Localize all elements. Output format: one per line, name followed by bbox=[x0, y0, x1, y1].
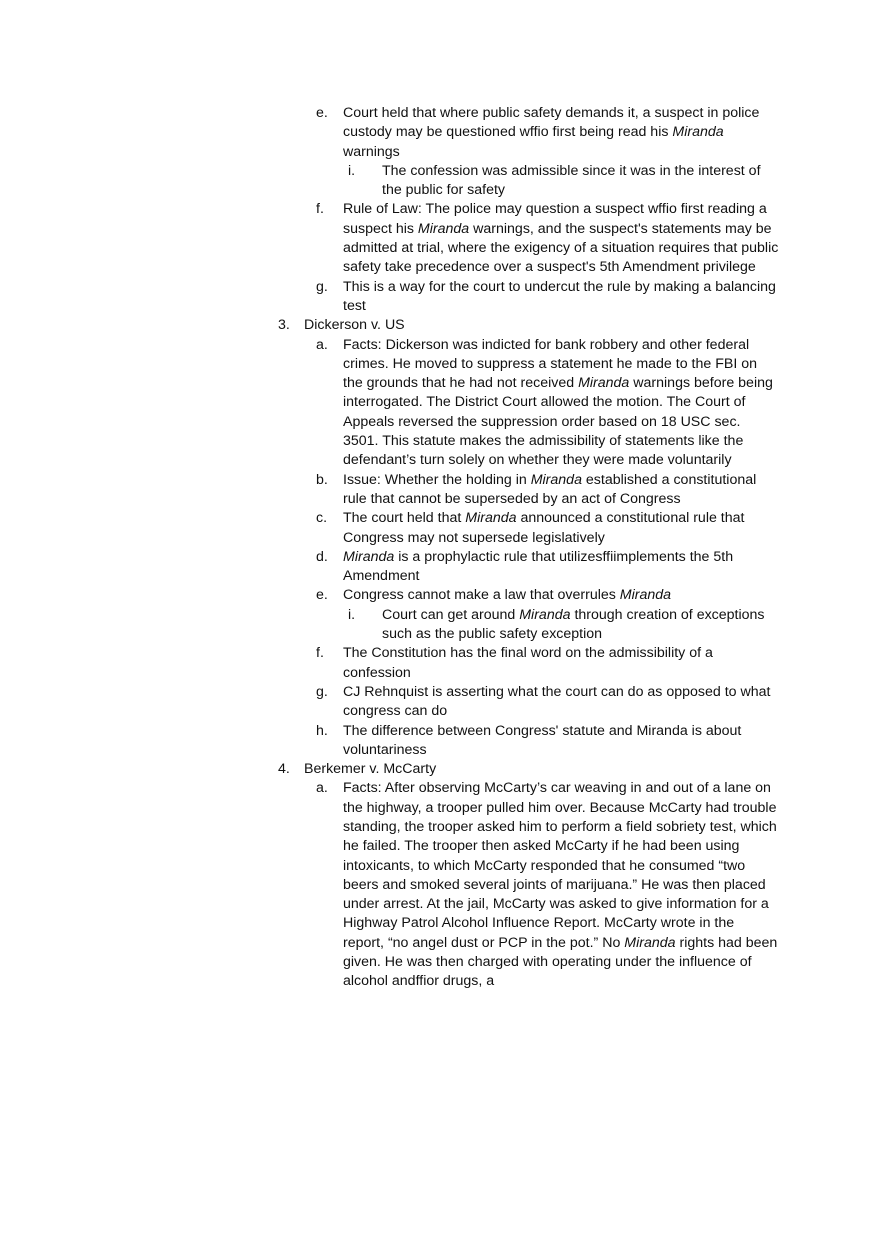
text-run: The court held that bbox=[343, 510, 466, 527]
text-run: Rule of Law: The police may question a suspect wffio first reading a suspect his bbox=[343, 201, 767, 237]
text-run: The confession was admissible since it was in the interest of the public for safety bbox=[382, 162, 761, 199]
text-run: established a constitutional rule that cannot be superseded by an act of Congress bbox=[343, 471, 757, 507]
outline-list bbox=[0, 104, 880, 992]
list-marker: 3. bbox=[278, 317, 290, 334]
list-item-level-2 bbox=[316, 586, 779, 605]
list-item-level-1 bbox=[278, 760, 779, 779]
list-item-level-2 bbox=[316, 548, 779, 587]
list-item-level-3 bbox=[348, 606, 779, 645]
list-item-level-2 bbox=[316, 509, 779, 548]
list-item-text bbox=[343, 201, 778, 275]
case-name-italic: Miranda bbox=[624, 934, 676, 951]
list-item-level-2 bbox=[316, 722, 779, 761]
list-item-text bbox=[304, 317, 405, 333]
case-name-italic: Miranda bbox=[519, 606, 571, 623]
text-run: The difference between Congress' statute and Miranda is about voluntariness bbox=[343, 722, 742, 758]
list-marker: i. bbox=[348, 606, 356, 623]
list-item-text bbox=[343, 472, 756, 507]
text-run: is a prophylactic rule that utilizesffiimplements the 5th Amendment bbox=[343, 548, 734, 585]
list-item-level-2 bbox=[316, 104, 779, 162]
text-run: Court can get around bbox=[382, 606, 520, 623]
list-item-level-2 bbox=[316, 278, 779, 317]
list-item-text bbox=[343, 780, 777, 989]
text-run: Congress cannot make a law that overrules bbox=[343, 587, 620, 604]
list-marker: 4. bbox=[278, 761, 290, 778]
text-run: warnings, and the suspect's statements may be admitted at trial, where the exigency of a situation requires that public safety take precedence over a suspect's 5th Amendment privilege bbox=[343, 220, 779, 276]
list-marker: g. bbox=[316, 683, 328, 700]
list-marker: a. bbox=[316, 780, 328, 797]
list-item-text bbox=[343, 105, 759, 160]
text-run: announced a constitutional rule that Congress may not supersede legislatively bbox=[343, 510, 745, 546]
list-marker: i. bbox=[348, 162, 356, 179]
case-name-italic: Miranda bbox=[530, 471, 582, 488]
text-run: Issue: Whether the holding in bbox=[343, 471, 531, 488]
text-run: Court held that where public safety demands it, a suspect in police custody may be questioned wffio first being read his bbox=[343, 105, 760, 141]
case-name-italic: Miranda bbox=[672, 124, 724, 141]
case-name-italic: Miranda bbox=[417, 220, 470, 237]
text-run: rights had been given. He was then charged with operating under the influence of alcohol andffior drugs, a bbox=[343, 934, 778, 990]
list-item-level-2 bbox=[316, 644, 779, 683]
list-item-text bbox=[304, 761, 436, 777]
text-run: through creation of exceptions such as the public safety exception bbox=[382, 606, 765, 643]
text-run: Facts: After observing McCarty’s car weaving in and out of a lane on the highway, a trooper pulled him over. Because McCarty had trouble standing, the trooper asked him to perform a field sobriety test, which he failed. The trooper then asked McCarty if he had been using intoxicants, to which McCarty responded that he consumed “two beers and smoked several joints of marijuana.” He was then placed under arrest. At the jail, McCarty was asked to give information for a Highway Patrol Alcohol Influence Report. McCarty wrote in the report, “no angel dust or PCP in the pot.” No bbox=[343, 780, 777, 951]
text-run: warnings before being interrogated. The District Court allowed the motion. The Court of Appeals reversed the suppression order based on 18 USC sec. 3501. This statute makes the admissibility of statements like the defendant’s turn solely on whether they were made voluntarily bbox=[343, 375, 773, 469]
list-item-text bbox=[343, 549, 733, 584]
case-name-italic: Miranda bbox=[465, 510, 517, 527]
list-item-text bbox=[343, 337, 773, 469]
list-item-level-2 bbox=[316, 200, 779, 277]
text-run: Facts: Dickerson was indicted for bank robbery and other federal crimes. He moved to suppress a statement he made to the FBI on the grounds that he had not received bbox=[343, 336, 758, 392]
list-item-level-3 bbox=[348, 162, 779, 201]
list-marker: d. bbox=[316, 548, 328, 565]
list-item-text bbox=[343, 587, 671, 603]
list-item-text bbox=[343, 645, 713, 680]
list-item-level-2 bbox=[316, 336, 779, 471]
text-run: Berkemer v. McCarty bbox=[304, 761, 437, 778]
text-run: This is a way for the court to undercut the rule by making a balancing test bbox=[343, 278, 776, 314]
case-name-italic: Miranda bbox=[343, 548, 395, 565]
list-item-text bbox=[382, 163, 761, 198]
list-item-level-2 bbox=[316, 683, 779, 722]
list-item-text bbox=[343, 684, 770, 719]
list-item-text bbox=[343, 723, 741, 758]
text-run: Dickerson v. US bbox=[304, 317, 405, 334]
list-item-text bbox=[382, 607, 765, 642]
case-name-italic: Miranda bbox=[619, 587, 672, 604]
case-name-italic: Miranda bbox=[578, 375, 630, 392]
list-marker: g. bbox=[316, 278, 328, 295]
list-marker: e. bbox=[316, 105, 328, 121]
list-marker: f. bbox=[316, 201, 324, 218]
list-marker: c. bbox=[316, 510, 328, 527]
text-run: warnings bbox=[343, 143, 400, 160]
list-item-level-1 bbox=[278, 316, 779, 335]
list-item-level-2 bbox=[316, 471, 779, 510]
list-item-text bbox=[343, 510, 744, 545]
list-marker: e. bbox=[316, 587, 328, 604]
list-marker: h. bbox=[316, 722, 328, 739]
list-item-text bbox=[343, 279, 776, 314]
list-item-level-2 bbox=[316, 779, 779, 991]
list-marker: b. bbox=[316, 471, 328, 488]
text-run: CJ Rehnquist is asserting what the court can do as opposed to what congress can do bbox=[343, 683, 771, 720]
text-run: The Constitution has the final word on the admissibility of a confession bbox=[343, 645, 713, 681]
list-marker: f. bbox=[316, 645, 324, 662]
list-marker: a. bbox=[316, 336, 328, 353]
